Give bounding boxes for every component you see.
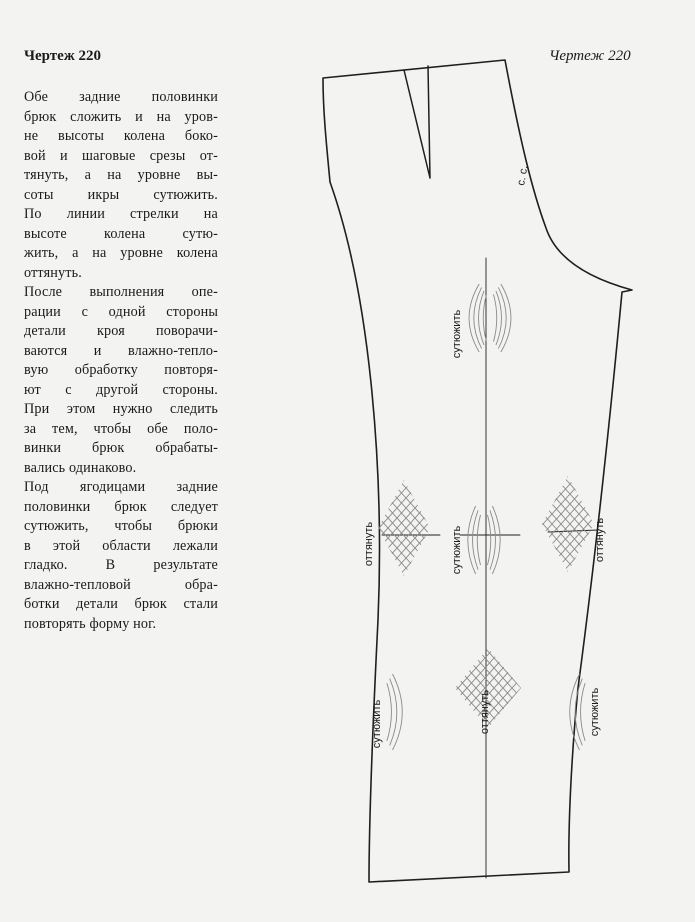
body-line: вались одинаково. (24, 459, 137, 476)
figure-caption: Чертеж 220 (549, 48, 631, 64)
hatch-line (503, 648, 575, 728)
body-line: за тем, чтобы обе поло- (24, 420, 218, 437)
hatch-line (440, 648, 512, 728)
hatch-line (395, 648, 467, 728)
body-line: винки брюк обрабаты- (24, 440, 218, 456)
hatch-line (413, 648, 485, 728)
body-line: При этом нужно следить (24, 401, 218, 417)
body-line: половинки брюк следует (24, 498, 218, 515)
dart (404, 66, 430, 178)
body-line: гладко. В результате (24, 557, 218, 573)
label-shrink-right-calf: сутюжить (589, 687, 601, 737)
shrink-mark-upper (474, 287, 482, 348)
hatch-line (509, 476, 595, 572)
body-line: оттянуть. (24, 264, 82, 281)
hatch-line (413, 648, 485, 728)
label-shrink-left-calf: сутюжить (371, 699, 383, 749)
hatch-line (572, 476, 658, 572)
hatch-line (536, 476, 622, 572)
hatch-line (458, 648, 530, 728)
body-line: ваются и влажно-тепло- (24, 342, 218, 359)
body-line: После выполнения опе- (24, 284, 218, 300)
shrink-mark-knee (468, 506, 476, 574)
hatch-line (404, 648, 476, 728)
body-line: вой и шаговые срезы от- (24, 147, 218, 164)
hatch-line (318, 480, 404, 576)
hatch-line (363, 480, 449, 576)
body-line: ют с другой стороны. (24, 381, 218, 398)
hatch-line (494, 648, 566, 728)
hatch-line (318, 480, 404, 576)
hatch-line (503, 648, 575, 728)
stretch-mark-left-knee (309, 480, 494, 576)
shrink-mark-knee (488, 515, 491, 565)
body-line: не высоты колена боко- (24, 128, 218, 144)
hatch-line (345, 480, 431, 576)
page-heading: Чертеж 220 (24, 48, 101, 64)
shrink-mark-right-calf (581, 683, 586, 741)
hatch-line (545, 476, 631, 572)
body-line: детали кроя поворачи- (24, 323, 218, 339)
hatch-line (572, 476, 658, 572)
body-line: в этой области лежали (24, 537, 218, 554)
shrink-mark-left-calf (393, 674, 403, 750)
side-seam-label: с. с. (515, 164, 531, 187)
body-line: вую обработку повторя- (24, 362, 218, 378)
body-line: жить, а на уровне колена (24, 245, 218, 261)
hatch-line (309, 480, 395, 576)
shrink-mark-left-calf (390, 679, 397, 746)
pattern-outline (323, 60, 632, 882)
stretch-mark-right-knee (473, 476, 658, 572)
body-line: брюк сложить и на уров- (24, 108, 218, 125)
hatch-line (494, 648, 566, 728)
body-line: соты икры сутюжить. (24, 186, 218, 203)
hatch-line (467, 648, 539, 728)
body-line: ботки детали брюк стали (24, 596, 218, 612)
shrink-mark-knee (477, 515, 480, 565)
shrink-mark-left-calf (387, 683, 392, 741)
body-line: Под ягодицами задние (24, 479, 218, 495)
hatch-line (482, 476, 568, 572)
hatch-line (518, 476, 604, 572)
body-line: тянуть, а на уровне вы- (24, 167, 218, 183)
shrink-mark-knee (492, 506, 500, 574)
label-shrink-upper: сутюжить (451, 309, 463, 359)
body-line: влажно-тепловой обра- (24, 576, 218, 593)
body-line: рации с одной стороны (24, 303, 218, 320)
body-line: Обе задние половинки (24, 89, 218, 105)
hatch-line (404, 648, 476, 728)
body-line: повторять форму ног. (24, 615, 157, 632)
body-line: сутюжить, чтобы брюки (24, 518, 218, 534)
shrink-mark-upper (498, 287, 506, 348)
label-stretch-right-knee: оттянуть (594, 517, 606, 563)
shrink-mark-upper (494, 294, 497, 341)
hatch-line (372, 480, 458, 576)
body-line: высоте колена сутю- (24, 225, 218, 242)
body-line: По линии стрелки на (24, 206, 218, 222)
hatch-line (309, 480, 395, 576)
label-stretch-lower-crease: оттянуть (479, 689, 491, 735)
hatch-line (395, 648, 467, 728)
label-stretch-left-knee: оттянуть (363, 521, 375, 567)
hatch-line (482, 476, 568, 572)
label-shrink-knee-crease: сутюжить (451, 525, 463, 575)
